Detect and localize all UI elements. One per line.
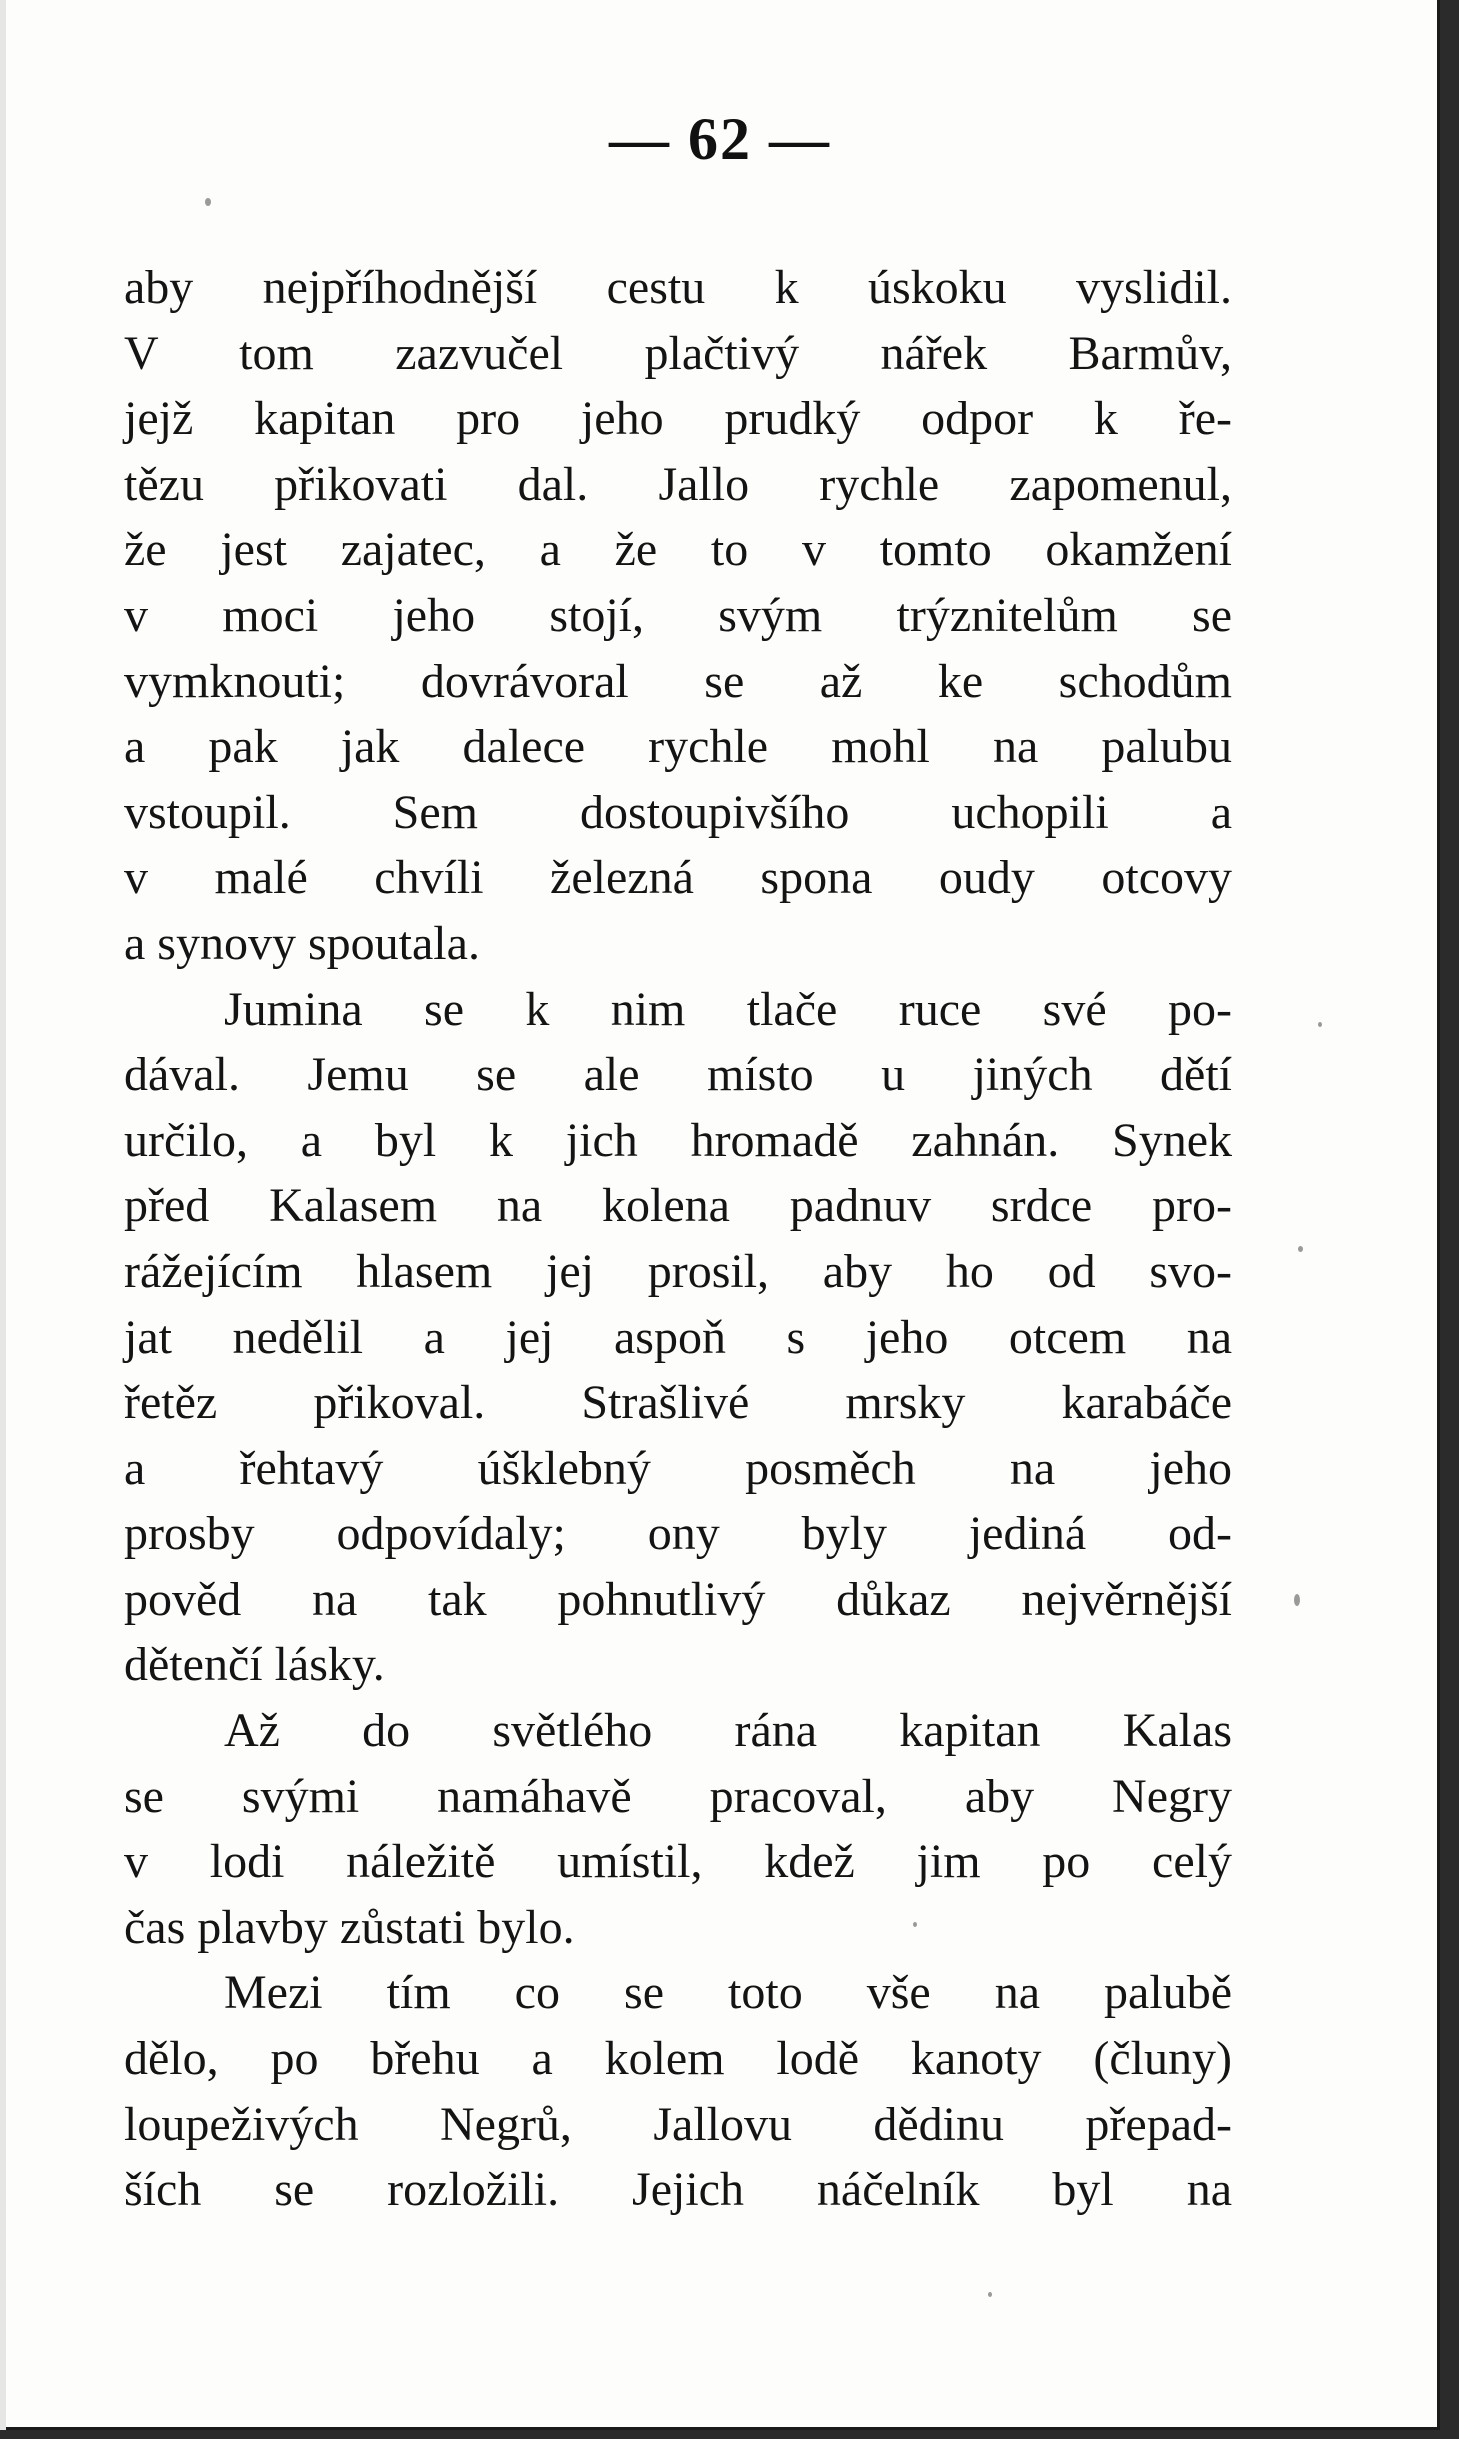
- text-line: jejž kapitan pro jeho prudký odpor k ře-: [124, 392, 1232, 446]
- text-line: Mezi tím co se toto vše na palubě: [224, 1966, 1232, 2020]
- ink-speck: [1318, 1022, 1322, 1027]
- text-line: a pak jak dalece rychle mohl na palubu: [124, 720, 1232, 774]
- text-line: dělo, po břehu a kolem lodě kanoty (čluny): [124, 2032, 1232, 2086]
- text-line: se svými namáhavě pracoval, aby Negry: [124, 1769, 1232, 1823]
- text-line: a synovy spoutala.: [124, 916, 480, 970]
- text-line: vstoupil. Sem dostoupivšího uchopili a: [124, 785, 1232, 839]
- text-line: rážejícím hlasem jej prosil, aby ho od svo-: [124, 1244, 1232, 1298]
- text-line: aby nejpříhodnější cestu k úskoku vyslidil.: [124, 261, 1232, 314]
- text-line: Až do světlého rána kapitan Kalas: [224, 1704, 1232, 1758]
- text-line: prosby odpovídaly; ony byly jediná od-: [124, 1507, 1232, 1561]
- page-edge: [0, 0, 6, 2430]
- ink-speck: [913, 1922, 917, 1927]
- body-text: [124, 255, 1232, 2223]
- text-line: řetěz přikoval. Strašlivé mrsky karabáče: [124, 1376, 1232, 1430]
- text-line: čas plavby zůstati bylo.: [124, 1900, 575, 1954]
- text-line: dával. Jemu se ale místo u jiných dětí: [124, 1048, 1232, 1102]
- text-line: vymknouti; dovrávoral se až ke schodům: [124, 654, 1232, 708]
- text-line: tězu přikovati dal. Jallo rychle zapomenul,: [124, 457, 1232, 511]
- text-line: v malé chvíli železná spona oudy otcovy: [124, 851, 1232, 905]
- text-line: loupeživých Negrů, Jallovu dědinu přepad-: [124, 2097, 1232, 2151]
- ink-speck: [988, 2292, 992, 2297]
- text-line: jat nedělil a jej aspoň s jeho otcem na: [124, 1310, 1232, 1364]
- text-line: dětenčí lásky.: [124, 1638, 385, 1692]
- text-line: v moci jeho stojí, svým trýznitelům se: [124, 588, 1232, 642]
- text-line: že jest zajatec, a že to v tomto okamžení: [124, 523, 1232, 577]
- text-line: Jumina se k nim tlače ruce své po-: [224, 982, 1232, 1036]
- text-line: před Kalasem na kolena padnuv srdce pro-: [124, 1179, 1232, 1233]
- text-line: V tom zazvučel plačtivý nářek Barmův,: [124, 326, 1232, 380]
- ink-speck: [1294, 1594, 1300, 1606]
- page-number: — 62 —: [609, 106, 831, 172]
- text-line: v lodi náležitě umístil, kdež jim po celý: [124, 1835, 1232, 1889]
- text-line: pověd na tak pohnutlivý důkaz nejvěrnější: [124, 1572, 1232, 1626]
- text-line: ších se rozložili. Jejich náčelník byl na: [124, 2163, 1232, 2217]
- ink-speck: [205, 198, 211, 206]
- text-line: určilo, a byl k jich hromadě zahnán. Synek: [124, 1113, 1232, 1167]
- ink-speck: [1298, 1246, 1303, 1252]
- text-line: a řehtavý úšklebný posměch na jeho: [124, 1441, 1232, 1495]
